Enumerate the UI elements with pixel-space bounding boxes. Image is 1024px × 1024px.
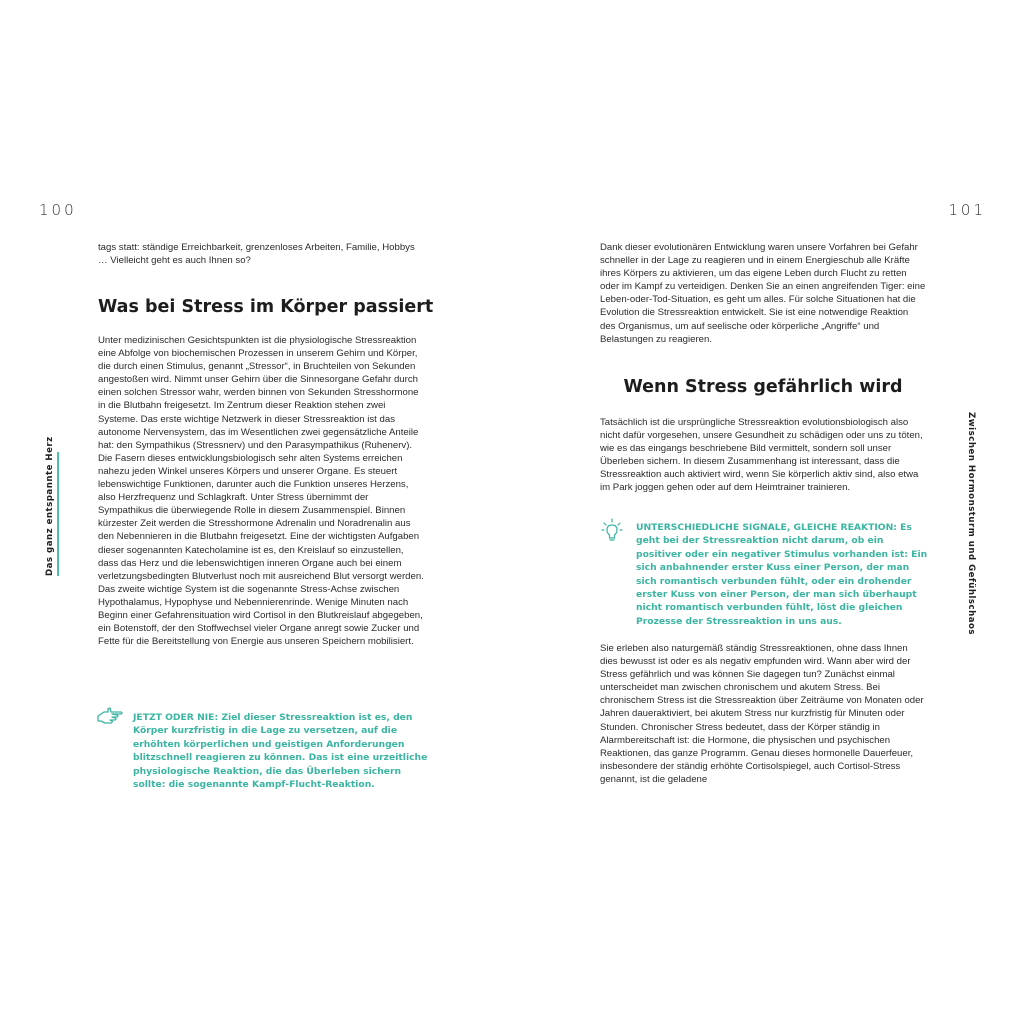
running-head-left [45,436,55,576]
pointing-hand-icon [96,706,124,726]
lightbulb-icon [601,518,623,544]
left-intro-paragraph [98,241,424,267]
right-body-paragraph-1 [600,416,926,495]
left-intro-text: tags statt: ständige Erreichbarkeit, grenzenloses Arbeiten, Familie, Hobbys … Vielleicht geht es auch Ihnen so? [98,242,415,267]
right-intro-paragraph [600,241,926,346]
callout-left-lead: JETZT ODER NIE: [133,712,219,723]
left-body-paragraph [98,334,424,648]
right-body-text-2: Sie erleben also naturgemäß ständig Stressreaktionen, ohne dass Ihnen dies bewusst ist oder es als negativ empfunden wird. Wann aber wird der Stress gefährlich und was können Sie dagegen tun? Zunächst einmal unterscheidet man zwischen chronischem und akutem Stress. Bei chronischem Stress ist die Stressreaktion über Zeiträume von Monaten oder Jahren daueraktiviert, bei akutem Stress nur kurzfristig für Minuten oder Stunden. Chronischer Stress bedeutet, dass der Körper ständig in Alarmbereitschaft ist: die Hormone, die physischen und psychischen Reaktionen, das ganze Programm. Genau dieses hormonelle Dauerfeuer, insbesondere der ständig erhöhte Cortisolspiegel, auch Cortisol-Stress genannt, ist die geladene [600,643,924,785]
heading-stress-dangerous: Wenn Stress gefährlich wird [623,377,903,397]
page-number-right: 101 [948,201,986,219]
left-body-text: Unter medizinischen Gesichtspunkten ist die physiologische Stressreaktion eine Abfolge von biochemischen Prozessen in unserem Gehirn und Körper, die durch einen Stimulus, genannt „Stressor“, in Bruchteilen von Sekunden angestoßen wird. Nimmt unser Gehirn über die Sinnesorgane Gefahr durch einen solchen Stressor wahr, werden binnen von Sekunden Stresshormone in die Blutbahn freigesetzt. Im Zentrum dieser Reaktion stehen zwei Systeme. Das erste wichtige Netzwerk in dieser Stressreaktion ist das autonome Nervensystem, das im Wesentlichen zwei gegensätzliche Anteile hat: den Sympathikus (Stressnerv) und den Parasympathikus (Ruhenerv). Die Fasern dieses entwicklungsbiologisch sehr alten Systems erreichen nahezu jeden Winkel unseres Körpers und unserer Organe. Es steuert lebenswichtige Funktionen, darunter auch die Funktion unseres Herzens, also Herzfrequenz und Schlagkraft. Unter Stress übernimmt der Sympathikus die überwiegende Rolle in diesem Zusammenspiel. Binnen kürzester Zeit werden die Stresshormone Adrenalin und Noradrenalin aus den Nebennieren in die Blutbahn freigesetzt. Eine der wichtigsten Aufgaben dieser sogenannten Katecholamine ist es, den Kreislauf so einzustellen, dass das Herz und die lebenswichtigen inneren Organe auch bei einem verletzungsbedingten Blutverlust noch mit ausreichend Blut versorgt werden. Das zweite wichtige System ist die sogenannte Stress-Achse zwischen Hypothalamus, Hypophyse und Nebennierenrinde. Wenige Minuten nach Beginn einer Gefahrensituation wird Cortisol in den Blutkreislauf abgegeben, ein Botenstoff, der den Stoffwechsel vieler Organe anregt sowie Zucker und Fette für die Bereitstellung von Energie aus unseren Speichern mobilisiert. [98,335,424,648]
right-intro-text: Dank dieser evolutionären Entwicklung waren unsere Vorfahren bei Gefahr schneller in der Lage zu reagieren und in einem Energieschub alle Kräfte ihres Körpers zu aktivieren, um das eigene Leben durch Flucht zu retten oder im Kampf zu verteidigen. Denken Sie an einen angreifenden Tiger: eine Leben-oder-Tod-Situation, es geht um alles. Für solche Situationen hat die Evolution die Stressreaktion entwickelt. Sie ist eine notwendige Reaktion des Organismus, um auf seelische oder körperliche „Angriffe“ und Belastungen zu reagieren. [600,242,926,345]
callout-signale [636,521,928,628]
running-head-left-label: Das ganz entspannte Herz [45,436,55,576]
heading-stress-body: Was bei Stress im Körper passiert [98,297,434,317]
callout-jetzt-oder-nie [133,711,429,791]
callout-left-text: Ziel dieser Stressreaktion ist es, den Körper kurzfristig in die Lage zu versetzen, auf die erhöhten körperlichen und geistigen Anforderungen blitzschnell reagieren zu können. Das ist eine urzeitliche physiologische Reaktion, die das Überleben sichern sollte: die sogenannte Kampf-Flucht-Reaktion. [133,712,428,791]
callout-right-lead: UNTERSCHIEDLICHE SIGNALE, GLEICHE REAKTION: [636,522,897,533]
right-body-text-1: Tatsächlich ist die ursprüngliche Stressreaktion evolutionsbiologisch also nicht dafür vorgesehen, unsere Gesundheit zu schädigen oder uns zu töten, wie es das eingangs beschriebene Bild vermittelt, sondern soll unser Überleben sichern. In diesem Zusammenhang ist interessant, dass die Stressreaktion auch aktiviert wird, wenn Sie körperlich aktiv sind, also etwa im Park joggen gehen oder auf dem Heimtrainer trainieren. [600,417,923,494]
running-head-right-label: Zwischen Hormonsturm und Gefühlschaos [966,412,976,636]
page-number-left: 100 [39,201,77,219]
right-page [512,0,1024,1024]
running-head-accent-bar [57,452,59,576]
right-body-paragraph-2 [600,642,926,786]
running-head-right [966,412,976,635]
callout-right-text: Es geht bei der Stressreaktion nicht darum, ob ein positiver oder ein negativer Stimulus vorhanden ist: Ein sich anbahnender erster Kuss einer Person, der man sich romantisch verbunden fühlt, oder ein drohender erster Kuss von einer Person, der man sich überhaupt nicht romantisch verbunden fühlt, löst die gleichen Prozesse der Stressreaktion in uns aus. [636,522,928,627]
